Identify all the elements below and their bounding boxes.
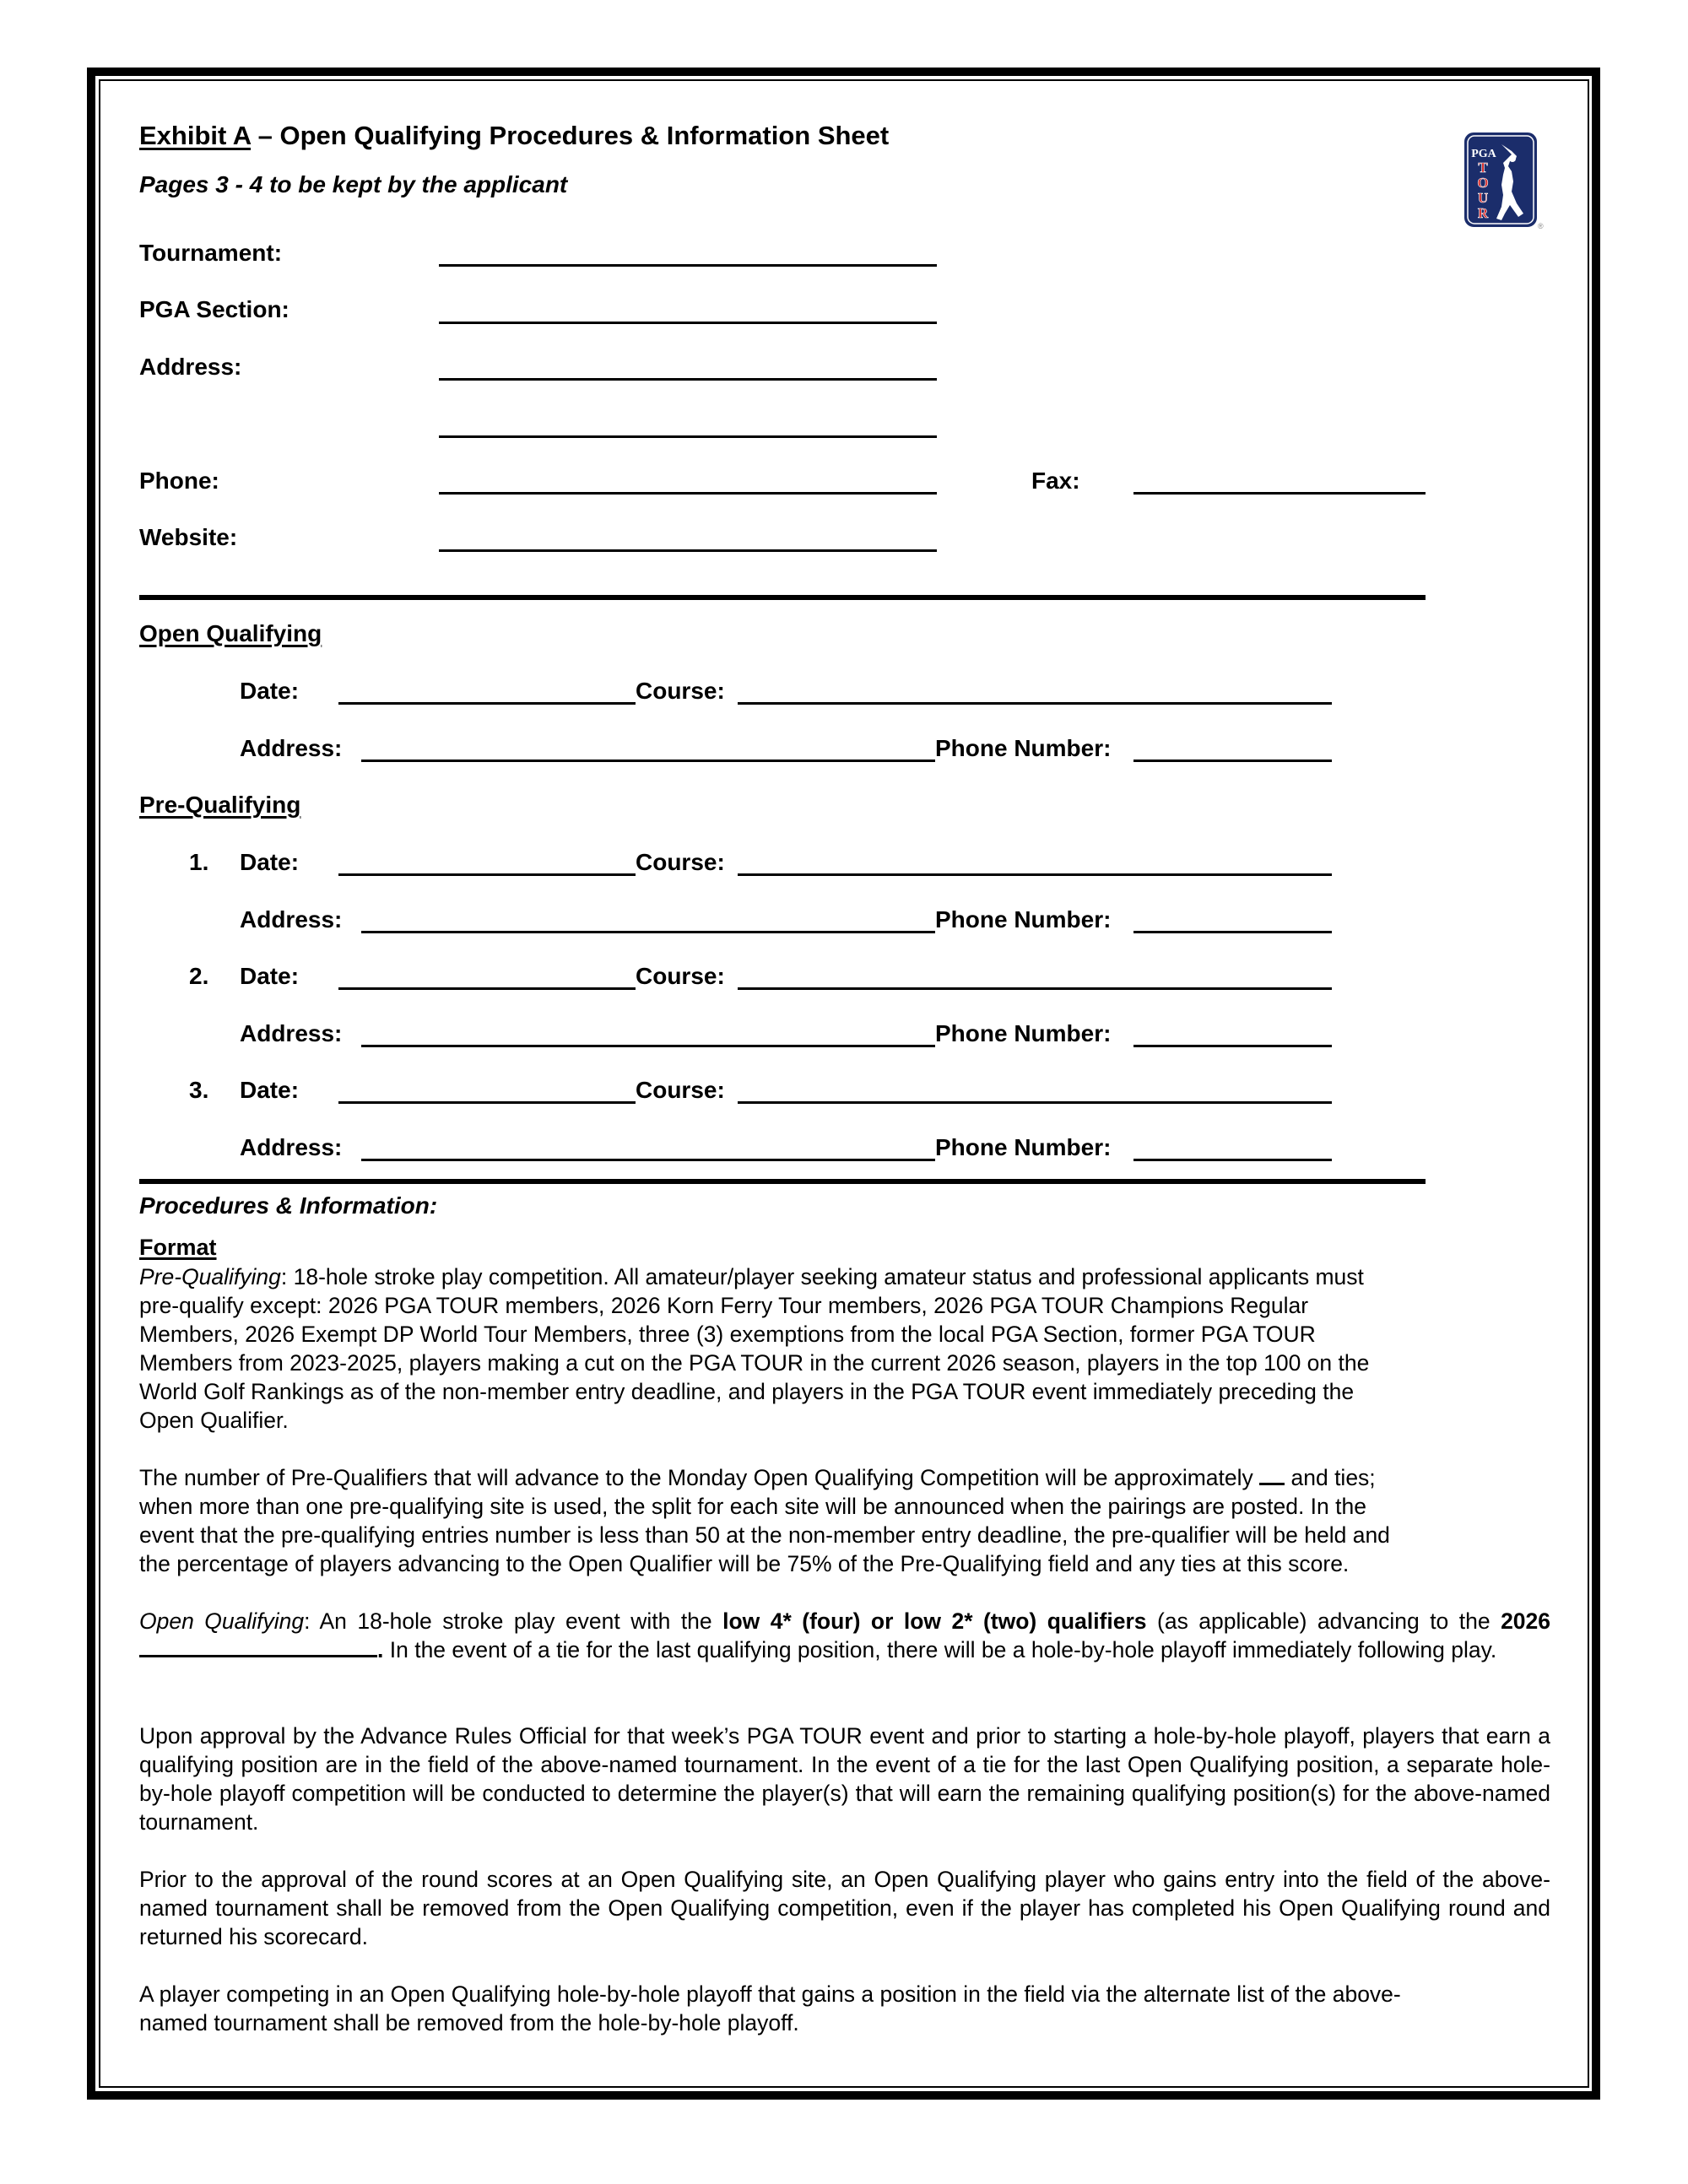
page-title: [139, 121, 889, 151]
pq-site-number: 3.: [189, 1077, 209, 1103]
pq-phone-label: Phone Number:: [935, 906, 1112, 933]
tournament-field[interactable]: [439, 264, 937, 267]
pq2-course-field[interactable]: [738, 987, 1332, 990]
pq-date-label: Date:: [240, 1077, 300, 1103]
pq-address-label: Address:: [240, 1134, 343, 1160]
pga-section-field[interactable]: [439, 322, 937, 324]
address-line1-field[interactable]: [439, 378, 937, 381]
pga-section-label: PGA Section:: [139, 296, 289, 322]
website-field[interactable]: [439, 549, 937, 552]
phone-label: Phone:: [139, 468, 219, 494]
registered-mark: ®: [1538, 222, 1544, 230]
svg-text:R: R: [1477, 205, 1489, 221]
page-subtitle: Pages 3 - 4 to be kept by the applicant: [139, 171, 568, 197]
pq2-date-field[interactable]: [338, 987, 636, 990]
procedures-heading: Procedures & Information:: [139, 1192, 438, 1219]
svg-text:T: T: [1478, 159, 1488, 176]
pq1-phone-field[interactable]: [1133, 931, 1332, 933]
pga-tour-logo-icon: [1464, 132, 1537, 227]
title-text: – Open Qualifying Procedures & Information Sheet: [251, 121, 890, 150]
fax-field[interactable]: [1133, 492, 1426, 495]
pq3-phone-field[interactable]: [1133, 1159, 1332, 1161]
oq-phone-label: Phone Number:: [935, 735, 1112, 761]
pq3-date-field[interactable]: [338, 1101, 636, 1104]
oq-course-label: Course:: [636, 678, 725, 704]
pq1-course-field[interactable]: [738, 873, 1332, 876]
pre-qualifying-heading: Pre-Qualifying: [139, 792, 301, 818]
section-divider: [139, 595, 1426, 600]
open-qualifying-heading: Open Qualifying: [139, 620, 322, 646]
advance-count-paragraph: The number of Pre-Qualifiers that will advance to the Monday Open Qualifying Competition will be approximately and ties; when more than one pre-qualifying site is used, the split for each site will be announced when the pairings are posted. In the event that the pre-qualifying entries number is less than 50 at the non-member entry deadline, the pre-qualifier will be held and the percentage of players advancing to the Open Qualifier will be 75% of the Pre-Qualifying field and any ties at this score.: [139, 1465, 1390, 1576]
oq-phone-field[interactable]: [1133, 760, 1332, 762]
advance-count-field[interactable]: [1259, 1464, 1285, 1485]
exhibit-label: Exhibit A: [139, 121, 252, 150]
oq-address-label: Address:: [240, 735, 343, 761]
pq-phone-label: Phone Number:: [935, 1134, 1112, 1160]
website-label: Website:: [139, 524, 238, 550]
pq-course-label: Course:: [636, 849, 725, 875]
pq2-phone-field[interactable]: [1133, 1045, 1332, 1047]
tournament-name-field[interactable]: [139, 1636, 377, 1657]
pq2-address-field[interactable]: [361, 1045, 935, 1047]
pq-course-label: Course:: [636, 1077, 725, 1103]
pq3-course-field[interactable]: [738, 1101, 1332, 1104]
pq-site-number: 1.: [189, 849, 209, 875]
pq-phone-label: Phone Number:: [935, 1020, 1112, 1046]
address-label: Address:: [139, 354, 242, 380]
phone-field[interactable]: [439, 492, 937, 495]
pq1-date-field[interactable]: [338, 873, 636, 876]
svg-text:U: U: [1477, 190, 1489, 206]
pre-qualifying-lead: Pre-Qualifying: [139, 1264, 281, 1289]
oq-course-field[interactable]: [738, 702, 1332, 705]
pre-qualifying-paragraph: Pre-Qualifying: 18-hole stroke play competition. All amateur/player seeking amateur status and professional applicants must pre-qualify except: 2026 PGA TOUR members, 2026 Korn Ferry Tour members, 2026 PGA TOUR Champions Regular Members, 2026 Exempt DP World Tour Members, three (3) exemptions from the local PGA Section, former PGA TOUR Members from 2023-2025, players making a cut on the PGA TOUR in the current 2026 season, players in the top 100 on the World Golf Rankings as of the non-member entry deadline, and players in the PGA TOUR event immediately preceding the Open Qualifier.: [139, 1264, 1370, 1433]
playoff-approval-paragraph: Upon approval by the Advance Rules Official for that week’s PGA TOUR event and prior to starting a hole-by-hole playoff, players that earn a qualifying position are in the field of the above-named tournament. In the event of a tie for the last Open Qualifying position, a separate hole-by-hole playoff competition will be conducted to determine the player(s) that will earn the remaining qualifying position(s) for the above-named tournament.: [139, 1723, 1550, 1835]
pq-course-label: Course:: [636, 963, 725, 989]
pq-date-label: Date:: [240, 963, 300, 989]
oq-date-field[interactable]: [338, 702, 636, 705]
address-line2-field[interactable]: [439, 435, 937, 438]
alternate-list-paragraph: A player competing in an Open Qualifying hole-by-hole playoff that gains a position in the field via the alternate list of the above- named tournament shall be removed from the hole-by-hole playoff.: [139, 1981, 1401, 2035]
removal-paragraph: Prior to the approval of the round scores at an Open Qualifying site, an Open Qualifying player who gains entry into the field of the above-named tournament shall be removed from the Open Qualifying competition, even if the player has completed his Open Qualifying round and returned his scorecard.: [139, 1867, 1550, 1949]
section-divider: [139, 1179, 1426, 1184]
pq-date-label: Date:: [240, 849, 300, 875]
oq-date-label: Date:: [240, 678, 300, 704]
tournament-label: Tournament:: [139, 240, 283, 266]
pq-address-label: Address:: [240, 1020, 343, 1046]
fax-label: Fax:: [1031, 468, 1080, 494]
oq-address-field[interactable]: [361, 760, 935, 762]
pq-site-number: 2.: [189, 963, 209, 989]
pq1-address-field[interactable]: [361, 931, 935, 933]
open-qualifying-paragraph: Open Qualifying: An 18-hole stroke play event with the low 4* (four) or low 2* (two) qualifiers (as applicable) advancing to the 2026 . In the event of a tie for the last qualifying position, there will be a hole-by-hole playoff immediately following play.: [139, 1608, 1551, 1662]
pq3-address-field[interactable]: [361, 1159, 935, 1161]
svg-text:O: O: [1477, 175, 1489, 191]
format-heading: Format: [139, 1235, 217, 1260]
open-qualifying-lead: Open Qualifying: [139, 1608, 305, 1634]
pq-address-label: Address:: [240, 906, 343, 933]
svg-text:PGA: PGA: [1471, 148, 1496, 160]
